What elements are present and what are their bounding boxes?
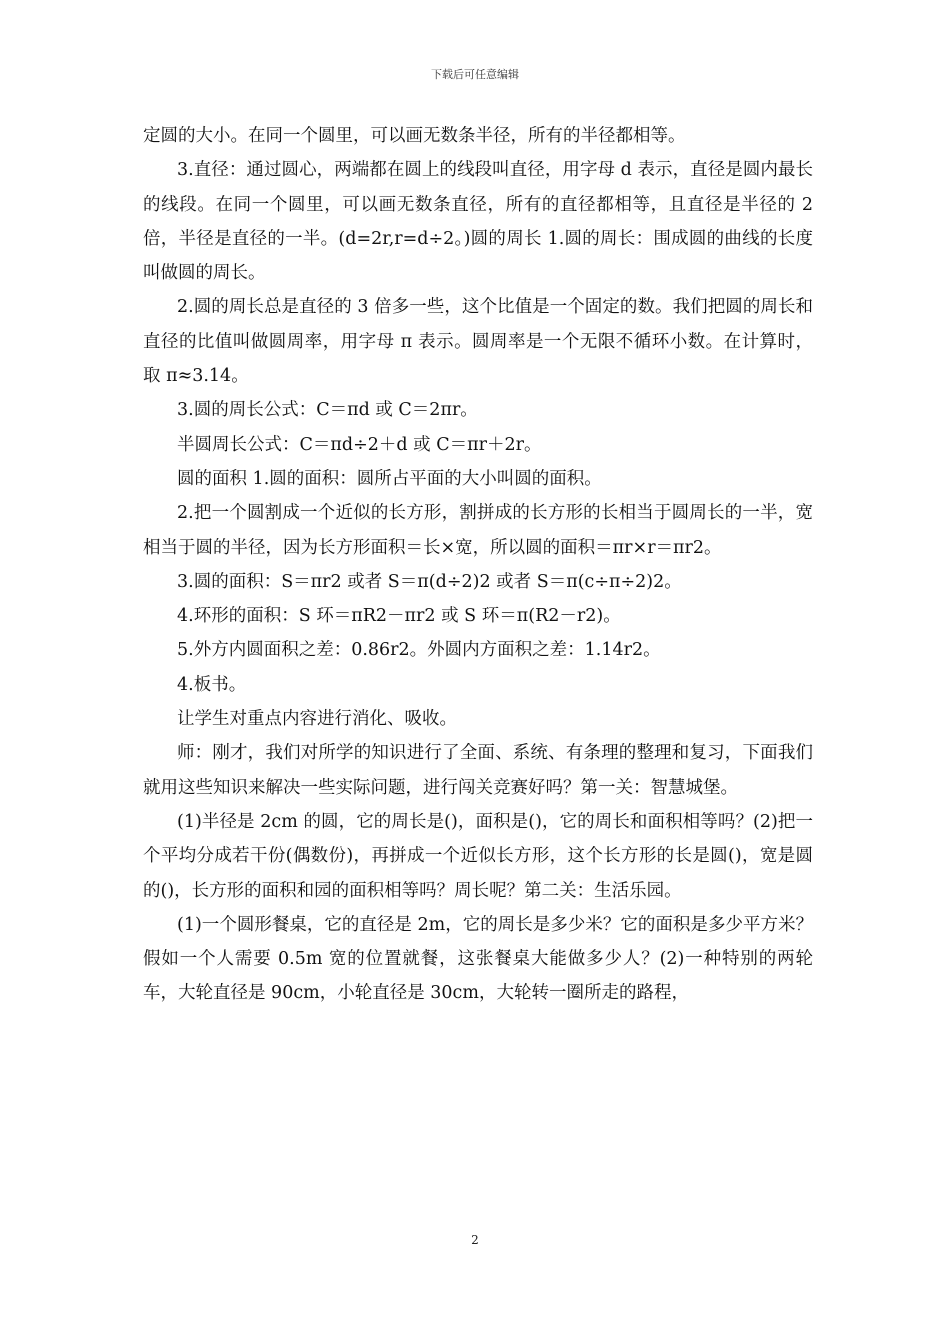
paragraph: 2.把一个圆割成一个近似的长方形，割拼成的长方形的长相当于圆周长的一半，宽相当于圆的半径，因为长方形面积＝长×宽，所以圆的面积＝πr×r＝πr2。 xyxy=(143,503,813,558)
paragraph: (1)一个圆形餐桌，它的直径是 2m，它的周长是多少米？它的面积是多少平方米？假如一个人需要 0.5m 宽的位置就餐，这张餐桌大能做多少人？(2)一种特别的两轮车，大轮直径是 90cm，小轮直径是 30cm，大轮转一圈所走的路程， xyxy=(143,914,813,1004)
paragraph: (1)半径是 2cm 的圆，它的周长是()，面积是()，它的周长和面积相等吗？(2)把一个平均分成若干份(偶数份)，再拼成一个近似长方形，这个长方形的长是圆()，宽是圆的()，长方形的面积和园的面积相等吗？周长呢？第二关：生活乐园。 xyxy=(143,811,813,901)
paragraph: 3.直径：通过圆心，两端都在圆上的线段叫直径，用字母 d 表示，直径是圆内最长的线段。在同一个圆里，可以画无数条直径，所有的直径都相等，且直径是半径的 2 倍，半径是直径的一半。(d=2r,r=d÷2。)圆的周长 1.圆的周长：围成圆的曲线的长度叫做圆的周长。 xyxy=(143,160,813,284)
paragraph: 4.环形的面积：S 环＝πR2－πr2 或 S 环＝π(R2－r2)。 xyxy=(177,606,621,627)
paragraph: 师：刚才，我们对所学的知识进行了全面、系统、有条理的整理和复习，下面我们就用这些知识来解决一些实际问题，进行闯关竞赛好吗？第一关：智慧城堡。 xyxy=(143,743,813,798)
paragraph: 半圆周长公式：C＝πd÷2＋d 或 C＝πr＋2r。 xyxy=(177,434,542,455)
paragraph: 3.圆的周长公式：C＝πd 或 C＝2πr。 xyxy=(177,400,478,421)
page-number: 2 xyxy=(471,1233,479,1247)
paragraph: 3.圆的面积：S＝πr2 或者 S＝π(d÷2)2 或者 S＝π(c÷π÷2)2。 xyxy=(177,571,682,592)
page-header: 下载后可任意编辑 xyxy=(431,68,519,81)
paragraph: 定圆的大小。在同一个圆里，可以画无数条半径，所有的半径都相等。 xyxy=(143,126,686,146)
paragraph: 圆的面积 1.圆的面积：圆所占平面的大小叫圆的面积。 xyxy=(177,468,602,489)
paragraph: 4.板书。 xyxy=(177,674,247,695)
document-body xyxy=(143,119,813,1011)
paragraph: 让学生对重点内容进行消化、吸收。 xyxy=(177,709,457,730)
paragraph: 5.外方内圆面积之差：0.86r2。外圆内方面积之差：1.14r2。 xyxy=(177,640,661,661)
paragraph: 2.圆的周长总是直径的 3 倍多一些，这个比值是一个固定的数。我们把圆的周长和直径的比值叫做圆周率，用字母 π 表示。圆周率是一个无限不循环小数。在计算时，取 π≈3.14。 xyxy=(143,297,813,387)
